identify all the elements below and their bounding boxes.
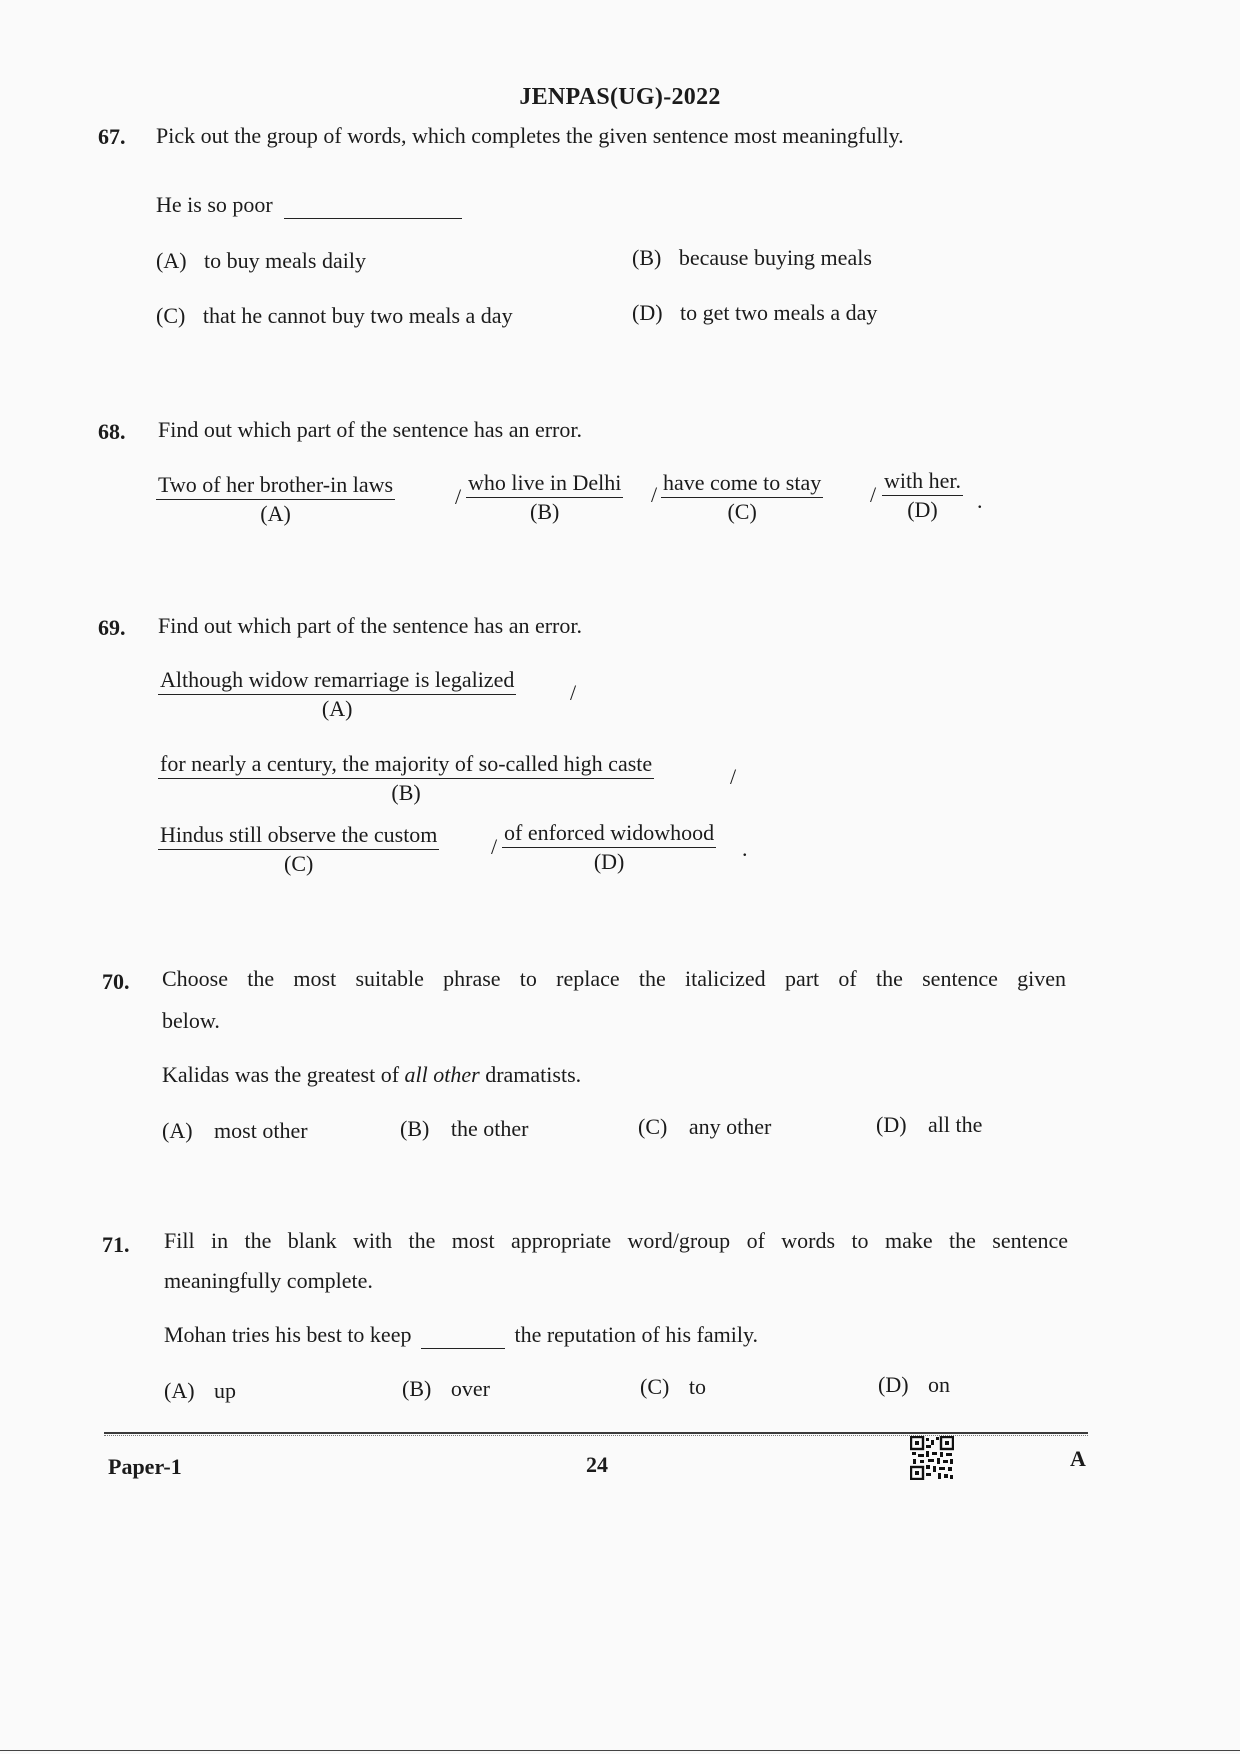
option-text: on [928, 1372, 951, 1397]
sentence-text: He is so poor [156, 192, 273, 217]
option-label: (D) [632, 300, 663, 325]
question-sentence-70 [162, 1062, 581, 1088]
part-text: of enforced widowhood [502, 820, 716, 848]
option-text: any other [688, 1114, 772, 1139]
page-header-title: JENPAS(UG)-2022 [519, 84, 721, 110]
part-text: who live in Delhi [466, 470, 623, 498]
italic-phrase: all other [404, 1062, 480, 1087]
option-70-a[interactable] [162, 1118, 308, 1144]
option-label: (B) [402, 1376, 432, 1401]
option-71-c[interactable] [640, 1374, 706, 1400]
sentence-part-69-d [502, 820, 716, 875]
option-text: because buying meals [678, 245, 872, 270]
part-separator: / [730, 764, 737, 789]
part-label: (A) [321, 696, 353, 721]
option-71-d[interactable] [878, 1372, 950, 1398]
sentence-text: dramatists. [479, 1062, 582, 1087]
option-label: (D) [876, 1112, 907, 1137]
part-separator: / [651, 482, 658, 507]
option-70-d[interactable] [876, 1112, 982, 1138]
sentence-part-68-d [882, 468, 963, 523]
footer-paper-label: Paper-1 [108, 1454, 182, 1479]
sentence-text: Kalidas was the greatest of [162, 1062, 405, 1087]
part-separator: / [491, 834, 498, 859]
option-text: to buy meals daily [204, 248, 366, 273]
part-text: Although widow remarriage is legalized [158, 667, 516, 695]
option-text: to [688, 1374, 706, 1399]
part-separator: / [455, 484, 462, 509]
option-label: (B) [632, 245, 662, 270]
question-stem-71-line2: meaningfully complete. [164, 1268, 373, 1293]
option-70-b[interactable] [400, 1116, 528, 1142]
question-sentence-71 [164, 1322, 758, 1349]
option-label: (D) [878, 1372, 909, 1397]
question-number-69: 69. [98, 615, 126, 640]
question-stem-67: Pick out the group of words, which completes the given sentence most meaningfully. [156, 123, 904, 148]
option-label: (A) [164, 1378, 195, 1403]
question-stem-70-line1: Choose the most suitable phrase to replace the italicized part of the sentence given [162, 966, 1066, 991]
part-label: (C) [284, 851, 314, 876]
question-number-70: 70. [102, 969, 130, 994]
sentence-part-69-a [158, 667, 516, 722]
question-stem-70-line2: below. [162, 1008, 220, 1033]
qr-code-icon [910, 1436, 954, 1480]
option-text: to get two meals a day [680, 300, 878, 325]
part-separator: / [870, 482, 877, 507]
question-number-71: 71. [102, 1232, 130, 1257]
sentence-part-69-b [158, 751, 654, 806]
fill-blank [284, 192, 462, 219]
sentence-part-69-c [158, 822, 439, 877]
option-67-a[interactable] [156, 248, 366, 274]
part-label: (D) [593, 849, 625, 874]
part-separator: / [570, 680, 577, 705]
page-bottom-edge [0, 1750, 1240, 1751]
part-label: (D) [907, 497, 938, 522]
part-text: have come to stay [661, 470, 823, 498]
option-71-b[interactable] [402, 1376, 490, 1402]
option-67-c[interactable] [156, 303, 513, 329]
question-number-68: 68. [98, 419, 126, 444]
sentence-part-68-b [466, 470, 623, 525]
part-label: (B) [530, 499, 560, 524]
end-mark: . [742, 836, 748, 861]
question-sentence-67 [156, 192, 462, 219]
sentence-part-68-a [156, 472, 395, 527]
option-text: most other [214, 1118, 308, 1143]
question-number-67: 67. [98, 124, 126, 149]
option-label: (C) [640, 1374, 670, 1399]
option-text: all the [928, 1112, 983, 1137]
option-text: over [450, 1376, 490, 1401]
footer-page-number: 24 [586, 1452, 608, 1477]
footer-rule [104, 1432, 1088, 1434]
option-text: that he cannot buy two meals a day [202, 303, 513, 328]
question-stem-68: Find out which part of the sentence has an error. [158, 417, 582, 442]
part-text: with her. [882, 468, 963, 496]
option-label: (A) [162, 1118, 193, 1143]
fill-blank [421, 1322, 505, 1349]
option-text: up [214, 1378, 237, 1403]
option-67-d[interactable] [632, 300, 877, 326]
option-label: (C) [638, 1114, 668, 1139]
option-67-b[interactable] [632, 245, 872, 271]
option-label: (B) [400, 1116, 430, 1141]
part-label: (A) [260, 501, 291, 526]
option-label: (A) [156, 248, 187, 273]
part-label: (C) [727, 499, 757, 524]
part-text: Two of her brother-in laws [156, 472, 395, 500]
question-stem-69: Find out which part of the sentence has an error. [158, 613, 582, 638]
sentence-text: Mohan tries his best to keep [164, 1322, 412, 1347]
part-label: (B) [391, 780, 421, 805]
option-70-c[interactable] [638, 1114, 771, 1140]
option-text: the other [450, 1116, 529, 1141]
sentence-text: the reputation of his family. [514, 1322, 759, 1347]
sentence-part-68-c [661, 470, 823, 525]
end-mark: . [977, 488, 983, 513]
option-71-a[interactable] [164, 1378, 236, 1404]
part-text: for nearly a century, the majority of so-called high caste [158, 751, 654, 779]
footer-set-code: A [1070, 1446, 1086, 1471]
question-stem-71-line1: Fill in the blank with the most appropriate word/group of words to make the sentence [164, 1228, 1068, 1253]
part-text: Hindus still observe the custom [158, 822, 439, 850]
option-label: (C) [156, 303, 186, 328]
